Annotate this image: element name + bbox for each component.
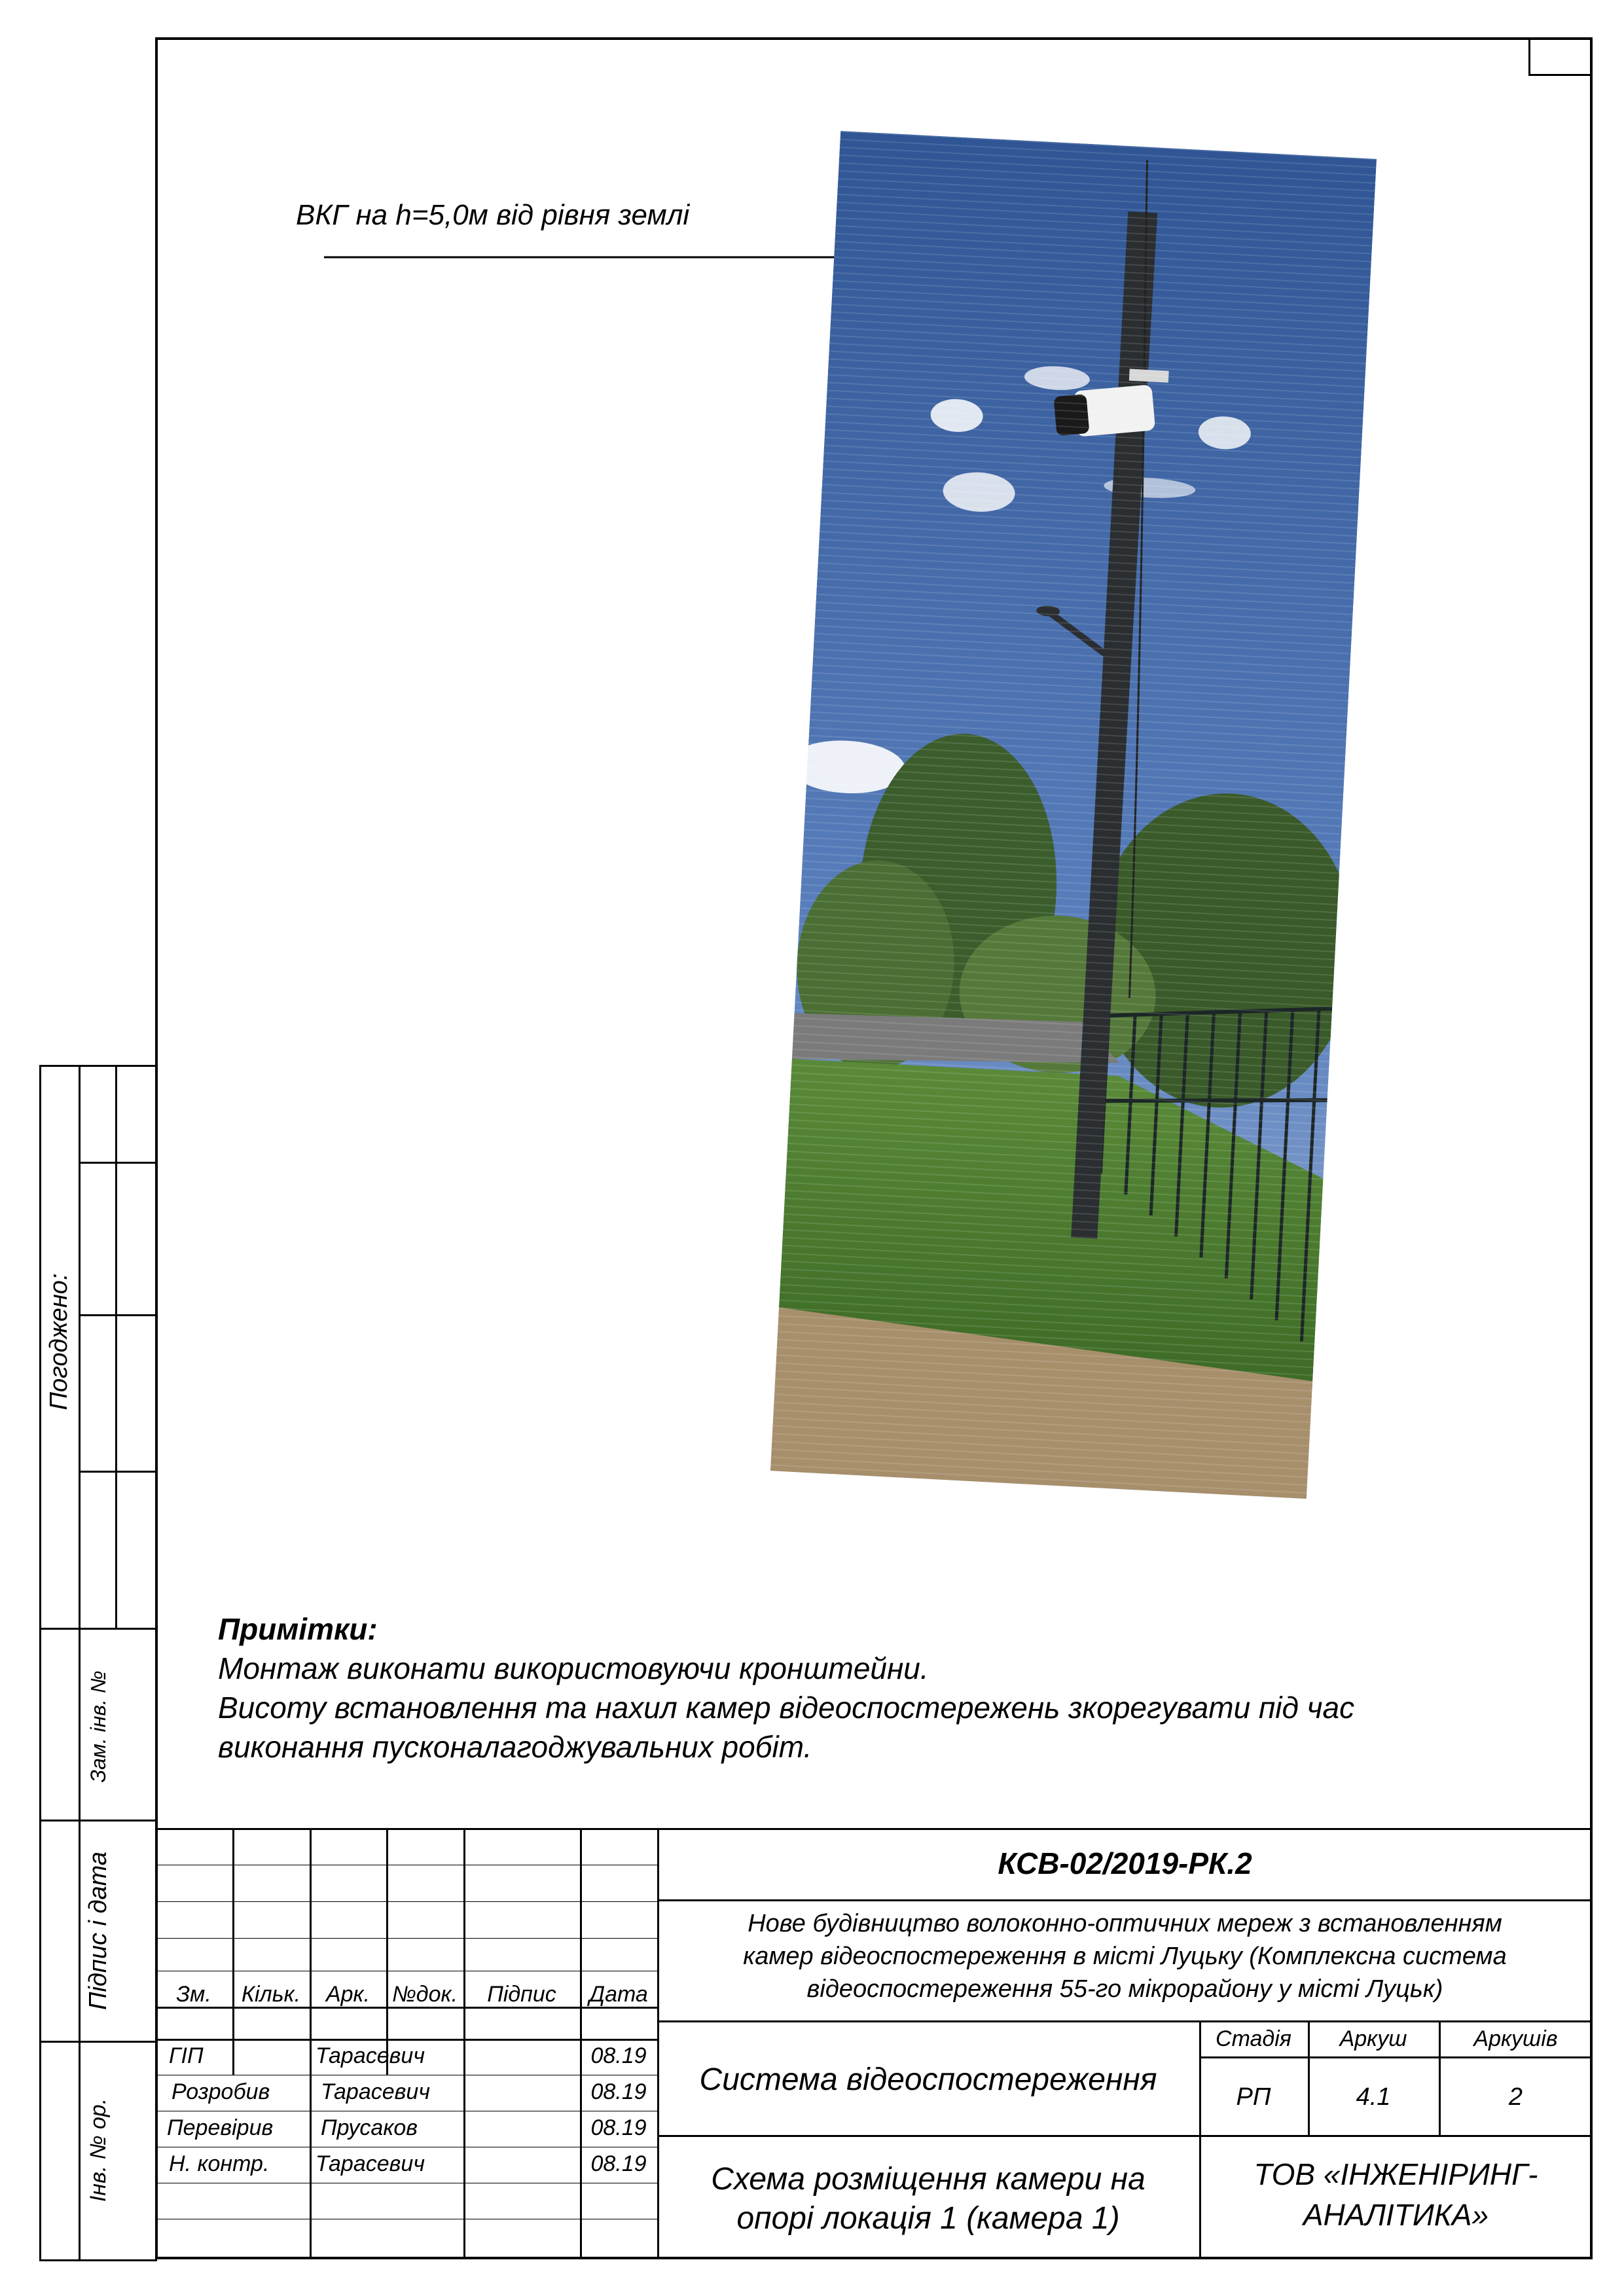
- camera-on-pole-photo: [770, 131, 1377, 1499]
- row-name: Тарасевич: [316, 2043, 425, 2068]
- signature-date-label: Підпис і дата: [84, 1851, 112, 2011]
- camera-height-label: ВКГ на h=5,0м від рівня землі: [296, 199, 690, 231]
- header-ndok: №док.: [391, 1982, 458, 2007]
- row-date: 08.19: [590, 2043, 647, 2068]
- header-kilk: Кільк.: [241, 1982, 301, 2007]
- inv-orig-label: Інв. № ор.: [86, 2098, 111, 2202]
- row-name: Прусаков: [321, 2115, 418, 2140]
- header-data: Дата: [589, 1982, 648, 2007]
- drawing-title-line-2: опорі локація 1 (камера 1): [736, 2201, 1120, 2236]
- sheet-label: Аркуш: [1339, 2026, 1407, 2051]
- row-date: 08.19: [590, 2115, 647, 2140]
- leader-line: [0, 0, 1624, 458]
- row-role: Розробив: [171, 2079, 270, 2104]
- row-name: Тарасевич: [321, 2079, 430, 2104]
- stage-value: РП: [1236, 2083, 1271, 2111]
- row-role: Н. контр.: [169, 2151, 270, 2176]
- notes-line-1: Монтаж виконати використовуючи кронштейни.: [218, 1651, 929, 1685]
- notes-line-3: виконання пусконалагоджувальних робіт.: [218, 1730, 812, 1764]
- row-date: 08.19: [590, 2079, 647, 2104]
- sheet-value: 4.1: [1356, 2083, 1391, 2111]
- row-name: Тарасевич: [316, 2151, 425, 2176]
- drawing-title-line-1: Схема розміщення камери на: [711, 2162, 1146, 2197]
- system-name: Система відеоспостереження: [699, 2062, 1157, 2097]
- sheets-value: 2: [1508, 2083, 1523, 2111]
- sheets-label: Аркушів: [1473, 2026, 1558, 2051]
- stage-label: Стадія: [1216, 2026, 1291, 2051]
- header-ark: Арк.: [325, 1982, 370, 2007]
- row-role: Перевірив: [167, 2115, 274, 2140]
- project-line-3: відеоспостереження 55-го мікрорайону у місті Луцьк): [806, 1975, 1443, 2003]
- notes-line-2: Висоту встановлення та нахил камер відеоспостережень зкорегувати під час: [218, 1691, 1355, 1725]
- row-role: ГІП: [169, 2043, 204, 2068]
- replaced-inv-label: Зам. інв. №: [86, 1670, 110, 1783]
- row-date: 08.19: [590, 2151, 647, 2176]
- company-line-1: ТОВ «ІНЖЕНІРИНГ-: [1254, 2157, 1538, 2191]
- doc-code: КСВ-02/2019-РК.2: [998, 1846, 1252, 1880]
- project-line-2: камер відеоспостереження в місті Луцьку (Комплексна система: [743, 1943, 1507, 1970]
- company-line-2: АНАЛІТИКА»: [1303, 2198, 1489, 2232]
- approved-label: Погоджено:: [45, 1273, 73, 1410]
- header-zm: Зм.: [176, 1982, 211, 2007]
- notes-heading: Примітки:: [218, 1612, 378, 1646]
- header-pidpys: Підпис: [487, 1982, 556, 2007]
- project-line-1: Нове будівництво волоконно-оптичних мереж з встановленням: [748, 1910, 1502, 1937]
